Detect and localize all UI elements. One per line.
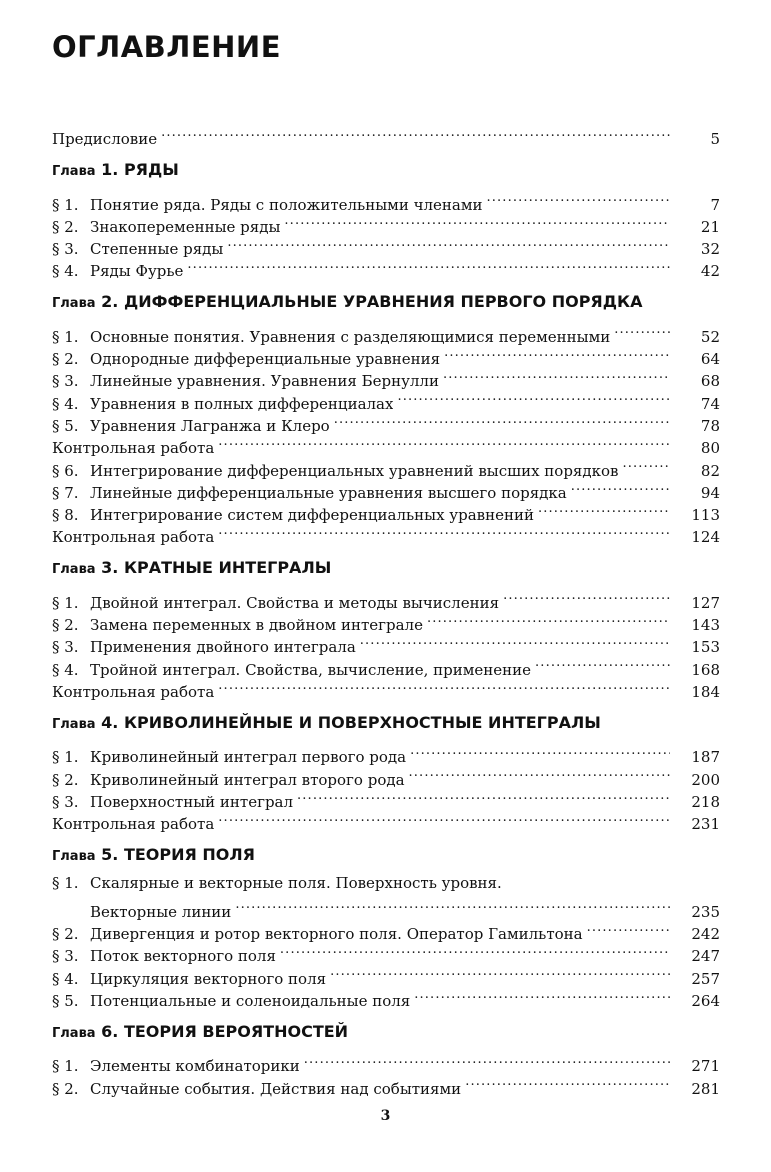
section-number: § 5.	[52, 416, 79, 435]
dot-leader	[538, 498, 670, 520]
toc-entry[interactable]	[52, 187, 720, 214]
section-number: § 1.	[52, 327, 79, 346]
toc-entry[interactable]	[52, 740, 720, 767]
chapter-word: Глава	[52, 562, 96, 578]
dot-leader	[410, 740, 670, 762]
toc-entry-label: Интегрирование дифференциальных уравнений высших порядков	[90, 461, 619, 480]
chapter-word: Глава	[52, 164, 96, 180]
dot-leader	[334, 409, 670, 431]
section-number: § 1.	[52, 593, 79, 612]
section-number: § 2.	[52, 616, 79, 635]
dot-leader	[218, 807, 670, 829]
toc-entry-label: Векторные линии	[90, 902, 232, 921]
dot-leader	[444, 342, 670, 364]
chapter-list	[52, 158, 720, 1098]
toc-entry[interactable]	[52, 894, 720, 921]
dot-leader	[487, 187, 670, 209]
chapter-title: 1. РЯДЫ	[101, 160, 179, 180]
chapter-heading[interactable]	[52, 711, 720, 735]
toc-entry-label: Контрольная работа	[52, 439, 215, 458]
section-number: § 2.	[52, 770, 79, 789]
dot-leader	[161, 122, 670, 144]
toc-entry[interactable]	[52, 585, 720, 612]
chapter-heading[interactable]	[52, 843, 720, 867]
page-number: 3	[380, 1108, 391, 1124]
toc-entry-label: Однородные дифференциальные уравнения	[90, 350, 441, 369]
section-number: § 7.	[52, 483, 79, 502]
toc-entry-preface[interactable]	[52, 122, 720, 149]
section-number: § 2.	[52, 925, 79, 944]
toc-entry-page: 78	[700, 416, 720, 435]
chapter-heading[interactable]	[52, 1020, 720, 1044]
toc-entry-page: 113	[691, 506, 720, 525]
toc-entry-label: Поверхностный интеграл	[90, 792, 294, 811]
toc-entry-page: 187	[691, 748, 720, 767]
toc-entry-label: Основные понятия. Уравнения с разделяющимися переменными	[90, 327, 611, 346]
toc-entry-page: 231	[691, 815, 720, 834]
toc-entry-page: 242	[691, 925, 720, 944]
dot-leader	[284, 210, 670, 232]
dot-leader	[465, 1071, 670, 1093]
toc-entry-label: Контрольная работа	[52, 528, 215, 547]
toc-entry-page: 21	[700, 217, 720, 236]
chapter-word: Глава	[52, 716, 96, 732]
toc-entry-page: 68	[700, 372, 720, 391]
dot-leader	[227, 232, 670, 254]
section-number: § 1.	[52, 874, 79, 893]
dot-leader	[297, 785, 670, 807]
section-number: § 6.	[52, 461, 79, 480]
toc-entry-page: 143	[691, 616, 720, 635]
toc-entry-page: 64	[700, 350, 720, 369]
toc-entry-label: Двойной интеграл. Свойства и методы вычисления	[90, 593, 500, 612]
toc-entry-label: Элементы комбинаторики	[90, 1057, 300, 1076]
toc-entry-label: Уравнения Лагранжа и Клеро	[90, 416, 330, 435]
section-number: § 3.	[52, 792, 79, 811]
toc-entry-label: Степенные ряды	[90, 240, 224, 259]
dot-leader	[503, 585, 670, 607]
toc-entry[interactable]	[52, 872, 720, 894]
chapter-title: 6. ТЕОРИЯ ВЕРОЯТНОСТЕЙ	[101, 1021, 349, 1041]
section-number: § 2.	[52, 350, 79, 369]
toc-entry-page: 264	[691, 991, 720, 1010]
section-number: § 3.	[52, 240, 79, 259]
toc-entry-page: 42	[700, 262, 720, 281]
chapter-word: Глава	[52, 1025, 96, 1041]
toc-entry-page: 153	[691, 638, 720, 657]
section-number: § 1.	[52, 195, 79, 214]
chapter-heading[interactable]	[52, 158, 720, 182]
toc-entry[interactable]	[52, 1049, 720, 1076]
section-number: § 4.	[52, 969, 79, 988]
toc-entry-page: 257	[691, 969, 720, 988]
dot-leader	[409, 762, 670, 784]
dot-leader	[535, 652, 670, 674]
section-number: § 5.	[52, 991, 79, 1010]
toc-entry-page: 7	[710, 195, 720, 214]
toc-entry-page: 32	[700, 240, 720, 259]
toc-entry-label: Контрольная работа	[52, 682, 215, 701]
section-number: § 3.	[52, 372, 79, 391]
section-number: § 8.	[52, 506, 79, 525]
section-number: § 3.	[52, 638, 79, 657]
toc-entry-label: Понятие ряда. Ряды с положительными членами	[90, 195, 483, 214]
chapter-heading[interactable]	[52, 290, 720, 314]
dot-leader	[443, 364, 670, 386]
chapter-word: Глава	[52, 296, 96, 312]
toc-entry-page: 82	[700, 461, 720, 480]
toc-entry-page: 235	[691, 902, 720, 921]
toc-entry-label: Линейные уравнения. Уравнения Бернулли	[90, 372, 439, 391]
toc-entry-label: Тройной интеграл. Свойства, вычисление, применение	[90, 660, 532, 679]
toc-entry-page: 52	[700, 327, 720, 346]
page-title: ОГЛАВЛЕНИЕ	[52, 30, 282, 64]
section-number: § 1.	[52, 1057, 79, 1076]
toc-entry-label: Криволинейный интеграл второго рода	[90, 770, 405, 789]
dot-leader	[304, 1049, 670, 1071]
toc-entry-label: Предисловие	[52, 130, 158, 149]
dot-leader	[571, 476, 670, 498]
chapter-title: 4. КРИВОЛИНЕЙНЫЕ И ПОВЕРХНОСТНЫЕ ИНТЕГРАЛЫ	[101, 712, 601, 732]
toc-entry-label: Скалярные и векторные поля. Поверхность уровня.	[90, 874, 502, 893]
toc-entry-label: Криволинейный интеграл первого рода	[90, 748, 407, 767]
toc-entry-label: Случайные события. Действия над событиями	[90, 1079, 462, 1098]
toc-entry-page: 281	[691, 1079, 720, 1098]
dot-leader	[280, 939, 670, 961]
toc-entry-label: Потенциальные и соленоидальные поля	[90, 991, 411, 1010]
toc-entry-label: Дивергенция и ротор векторного поля. Оператор Гамильтона	[90, 925, 583, 944]
dot-leader	[360, 630, 670, 652]
toc-entry-label: Ряды Фурье	[90, 262, 184, 281]
dot-leader	[330, 961, 670, 983]
toc-entry-page: 80	[700, 439, 720, 458]
dot-leader	[614, 319, 670, 341]
dot-leader	[427, 608, 670, 630]
section-number: § 4.	[52, 660, 79, 679]
dot-leader	[235, 894, 670, 916]
dot-leader	[218, 675, 670, 697]
toc-entry-page: 184	[691, 682, 720, 701]
toc-entry-label: Циркуляция векторного поля	[90, 969, 327, 988]
table-of-contents	[52, 122, 720, 1098]
toc-entry-label: Линейные дифференциальные уравнения высшего порядка	[90, 483, 567, 502]
section-number: § 4.	[52, 394, 79, 413]
toc-entry-label: Замена переменных в двойном интеграле	[90, 616, 423, 635]
toc-entry-page: 271	[691, 1057, 720, 1076]
section-number: § 3.	[52, 947, 79, 966]
toc-entry-label: Интегрирование систем дифференциальных уравнений	[90, 506, 534, 525]
section-number: § 4.	[52, 262, 79, 281]
toc-entry-page: 5	[710, 130, 720, 149]
toc-entry[interactable]	[52, 319, 720, 346]
toc-entry-page: 94	[700, 483, 720, 502]
chapter-word: Глава	[52, 849, 96, 865]
toc-entry-label: Знакопеременные ряды	[90, 217, 281, 236]
toc-entry-label: Уравнения в полных дифференциалах	[90, 394, 394, 413]
dot-leader	[397, 386, 670, 408]
section-number: § 1.	[52, 748, 79, 767]
chapter-heading[interactable]	[52, 556, 720, 580]
dot-leader	[218, 520, 670, 542]
toc-entry-page: 168	[691, 660, 720, 679]
section-number: § 2.	[52, 1079, 79, 1098]
toc-entry-page: 200	[691, 770, 720, 789]
toc-entry-page: 218	[691, 792, 720, 811]
dot-leader	[218, 431, 670, 453]
toc-entry-page: 127	[691, 593, 720, 612]
dot-leader	[187, 254, 670, 276]
dot-leader	[414, 984, 670, 1006]
toc-entry-page: 247	[691, 947, 720, 966]
chapter-title: 5. ТЕОРИЯ ПОЛЯ	[101, 845, 255, 865]
dot-leader	[587, 917, 670, 939]
toc-entry-page: 124	[691, 528, 720, 547]
chapter-title: 3. КРАТНЫЕ ИНТЕГРАЛЫ	[101, 558, 332, 578]
toc-entry-label: Поток векторного поля	[90, 947, 276, 966]
section-number: § 2.	[52, 217, 79, 236]
chapter-title: 2. ДИФФЕРЕНЦИАЛЬНЫЕ УРАВНЕНИЯ ПЕРВОГО ПОРЯДКА	[101, 292, 643, 312]
toc-entry-label: Контрольная работа	[52, 815, 215, 834]
dot-leader	[622, 453, 670, 475]
toc-entry-label: Применения двойного интеграла	[90, 638, 356, 657]
toc-entry-page: 74	[700, 394, 720, 413]
